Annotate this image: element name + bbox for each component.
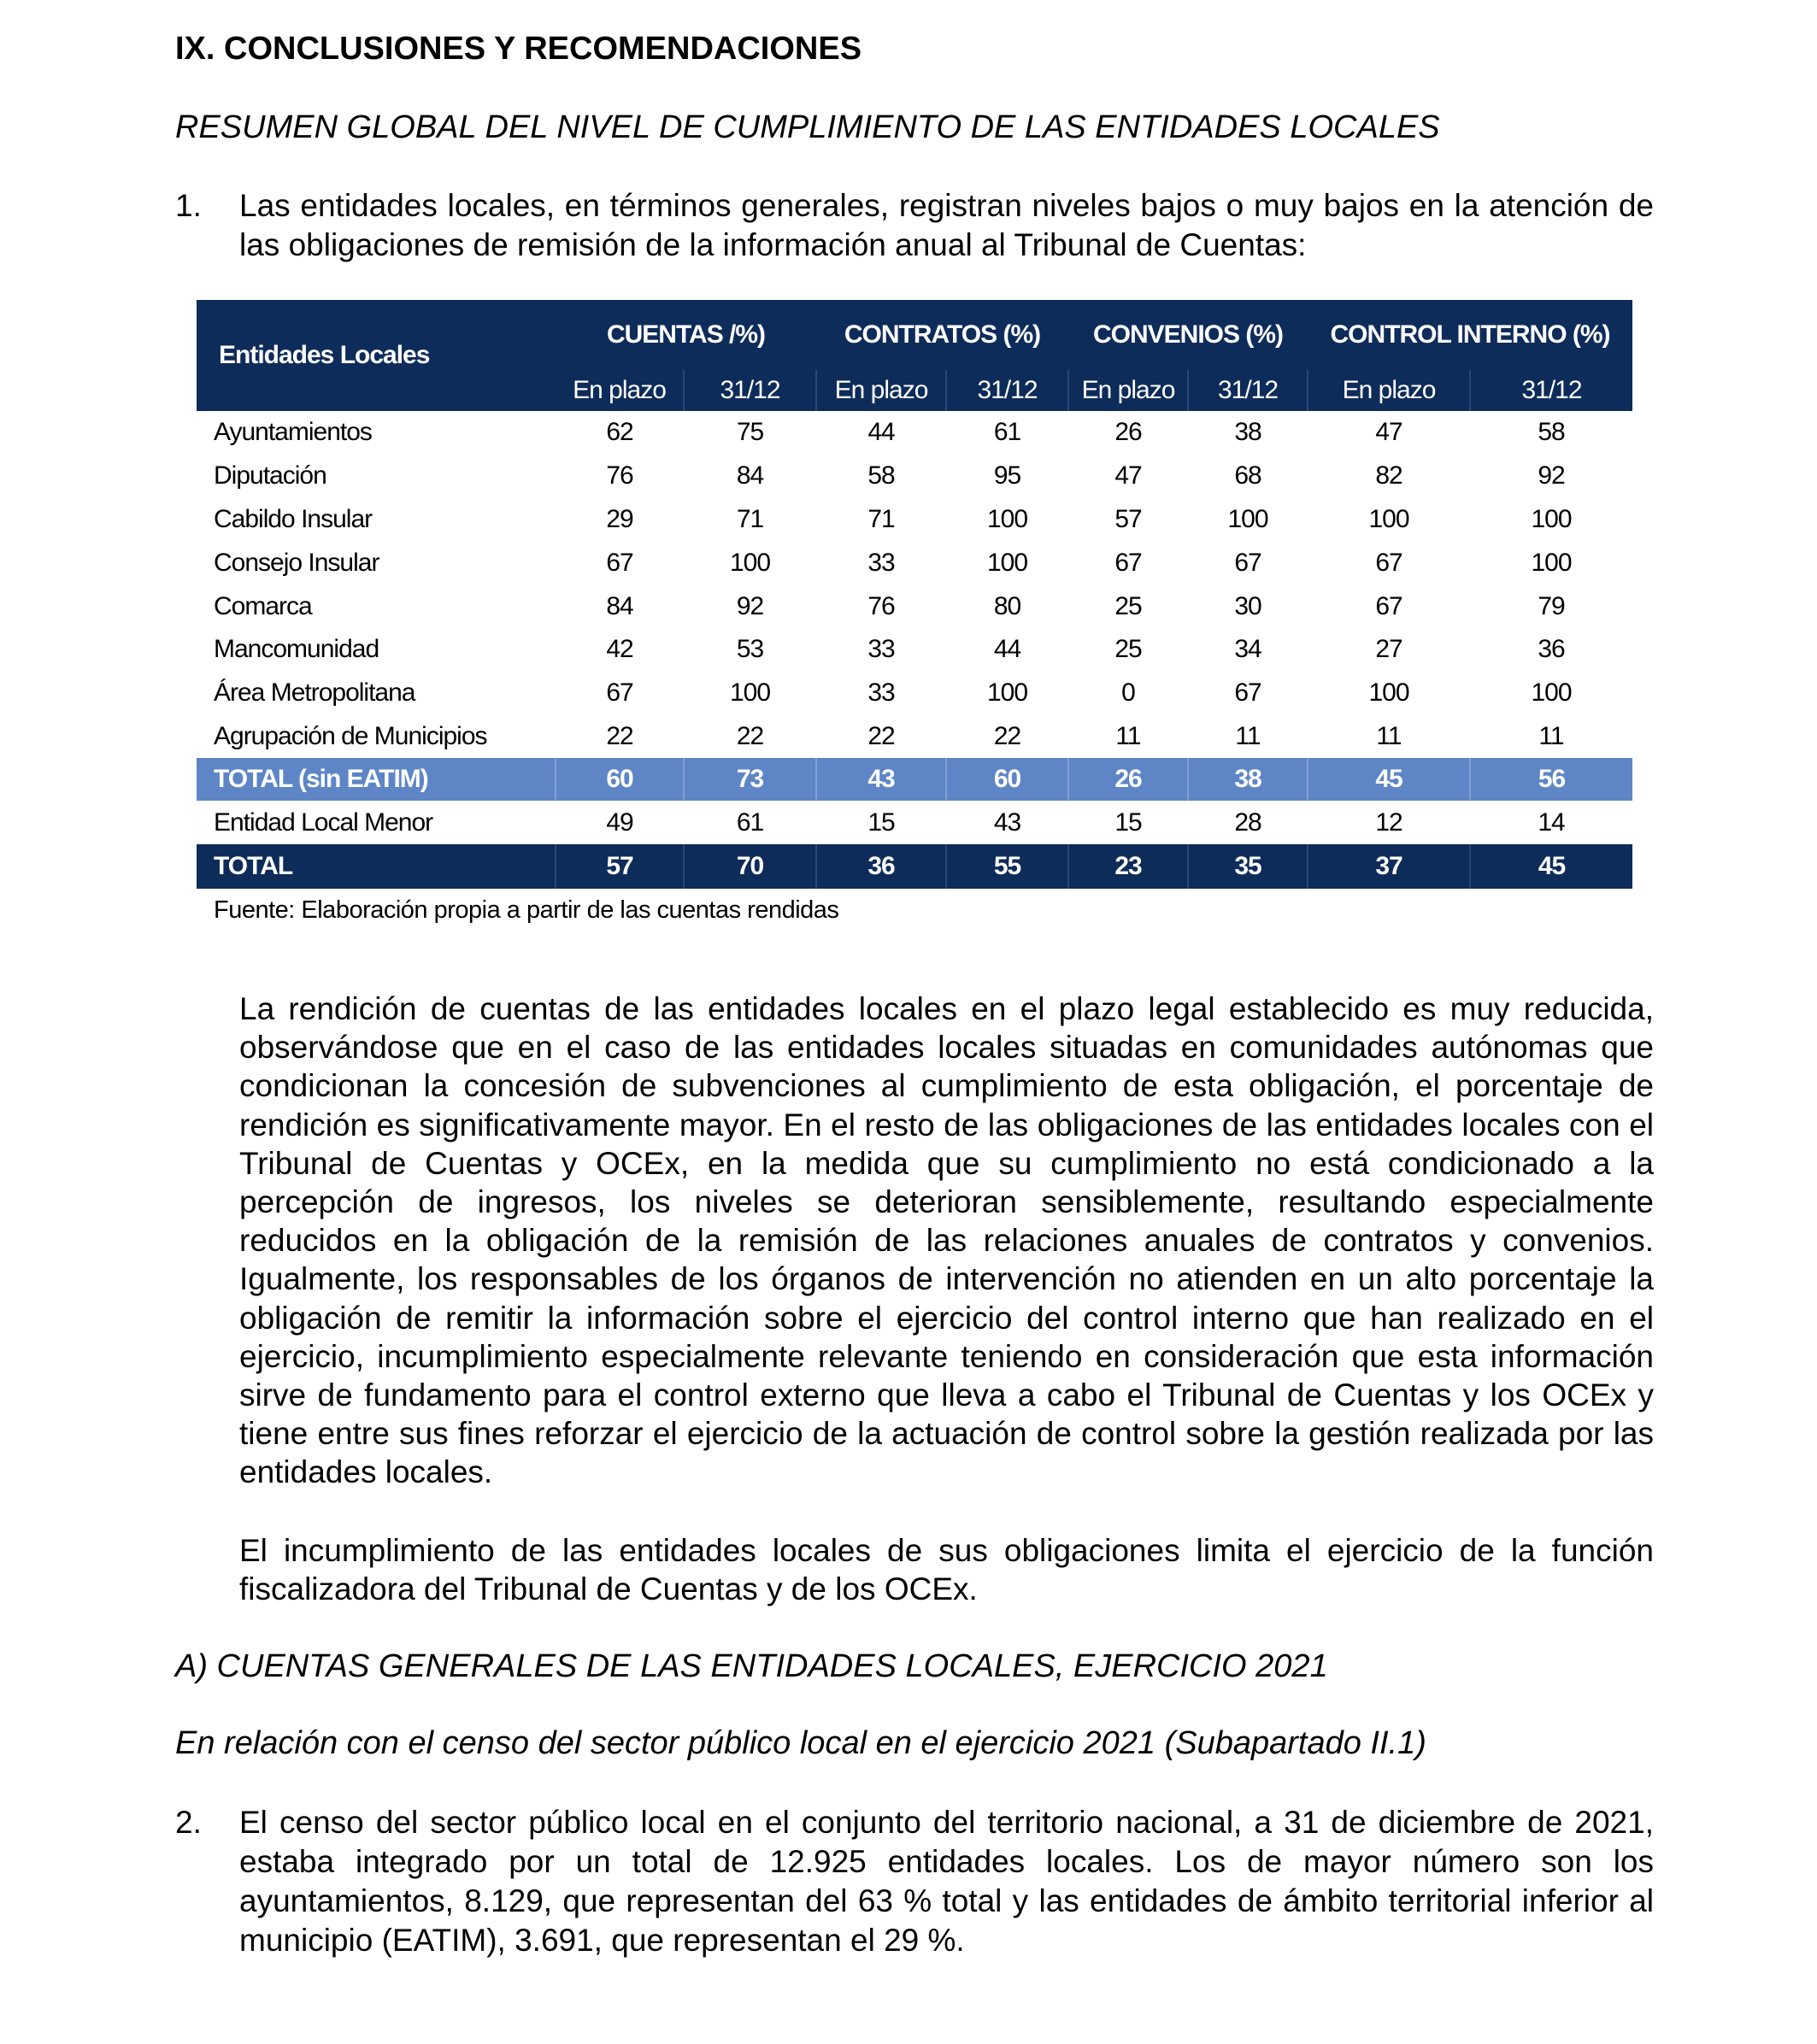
- cell-value: 53: [736, 635, 764, 664]
- cell-value: 67: [606, 548, 633, 577]
- row-label: Agrupación de Municipios: [214, 721, 487, 750]
- table-row: [197, 541, 1632, 584]
- paragraph-rendicion: La rendición de cuentas de las entidades locales en el plazo legal establecido es muy reducida, observándose que en el caso de las entidades locales situadas en comunidades autónomas que condicionan la concesión de subvenciones al cumplimiento de esta obligación, el porcentaje de rendición es significativamente mayor. En el resto de las obligaciones de las entidades locales con el Tribunal de Cuentas y OCEx, en la medida que su cumplimiento no está condicionado a la percepción de ingresos, los niveles se deterioran sensiblemente, resultando especialmente reducidos en la obligación de la remisión de las relaciones anuales de contratos y convenios. Igualmente, los responsables de los órganos de intervención no atienden en un alto porcentaje la obligación de remitir la información sobre el ejercicio del control interno que han realizado en el ejercicio, incumplimiento especialmente relevante teniendo en consideración que esta información sirve de fundamento para el control externo que lleva a cabo el Tribunal de Cuentas y los OCEx y tiene entre sus fines reforzar el ejercicio de la actuación de control sobre la gestión realizada por las entidades locales.: [239, 991, 1654, 1490]
- section-heading: IX. CONCLUSIONES Y RECOMENDACIONES: [175, 31, 862, 67]
- cell-value: 76: [606, 461, 633, 490]
- cell-value: 22: [736, 721, 764, 750]
- cell-value: 11: [1235, 721, 1261, 750]
- cell-value: 60: [946, 758, 1068, 801]
- subheading-cuentas-generales: A) CUENTAS GENERALES DE LAS ENTIDADES LOCALES, EJERCICIO 2021: [175, 1648, 1328, 1684]
- cell-value: 49: [606, 808, 633, 837]
- cell-value: 100: [1531, 678, 1572, 708]
- cell-value: 71: [736, 504, 764, 533]
- cell-value: 43: [993, 808, 1021, 837]
- cell-value: 58: [1538, 418, 1565, 447]
- item-text: Las entidades locales, en términos generales, registran niveles bajos o muy bajos en la atención de las obligaciones de remisión de la información anual al Tribunal de Cuentas:: [239, 188, 1654, 262]
- cell-value: 70: [684, 844, 816, 889]
- cell-value: 61: [993, 418, 1021, 447]
- header-entities: Entidades Locales: [197, 300, 556, 411]
- cell-value: 76: [867, 591, 895, 620]
- cell-value: 38: [1234, 418, 1261, 447]
- compliance-table: [197, 300, 1632, 889]
- header-contratos: CONTRATOS (%): [816, 300, 1068, 370]
- cell-value: 57: [556, 844, 684, 889]
- cell-value: 43: [816, 758, 946, 801]
- subheader-col-5: 31/12: [1188, 370, 1308, 411]
- cell-value: 100: [1227, 504, 1268, 533]
- subheader-col-2: En plazo: [816, 370, 946, 411]
- cell-value: 67: [606, 678, 633, 708]
- table-row: [197, 455, 1632, 498]
- cell-value: 35: [1188, 844, 1308, 889]
- item-number: 1.: [175, 188, 202, 223]
- cell-value: 100: [1368, 678, 1409, 708]
- cell-value: 27: [1375, 635, 1402, 664]
- table-row: [197, 801, 1632, 844]
- cell-value: 84: [606, 591, 633, 620]
- table-row: [197, 672, 1632, 715]
- cell-value: 26: [1114, 418, 1142, 447]
- cell-value: 75: [736, 418, 764, 447]
- cell-value: 95: [993, 461, 1021, 490]
- subheader-col-3: 31/12: [946, 370, 1068, 411]
- row-label: Área Metropolitana: [214, 678, 415, 708]
- cell-value: 47: [1375, 418, 1402, 447]
- subheader-col-6: En plazo: [1308, 370, 1470, 411]
- table-source: Fuente: Elaboración propia a partir de las cuentas rendidas: [214, 896, 839, 924]
- cell-value: 61: [736, 808, 764, 837]
- cell-value: 15: [1114, 808, 1142, 837]
- cell-value: 12: [1375, 808, 1402, 837]
- row-label: TOTAL: [197, 844, 556, 889]
- header-control-interno: CONTROL INTERNO (%): [1308, 300, 1632, 370]
- cell-value: 29: [606, 504, 633, 533]
- cell-value: 34: [1234, 635, 1261, 664]
- cell-value: 28: [1234, 808, 1261, 837]
- cell-value: 30: [1234, 591, 1261, 620]
- paragraph-incumplimiento: El incumplimiento de las entidades locales de sus obligaciones limita el ejercicio de la función fiscalizadora del Tribunal de Cuentas y de los OCEx.: [239, 1533, 1654, 1607]
- row-label: Diputación: [214, 461, 326, 490]
- cell-value: 37: [1308, 844, 1470, 889]
- cell-value: 67: [1375, 591, 1402, 620]
- cell-value: 56: [1470, 758, 1632, 801]
- row-label: Mancomunidad: [214, 635, 379, 664]
- subheader-col-1: 31/12: [684, 370, 816, 411]
- cell-value: 42: [606, 635, 633, 664]
- cell-value: 11: [1376, 721, 1402, 750]
- table-row: [197, 715, 1632, 759]
- cell-value: 44: [867, 418, 895, 447]
- cell-value: 92: [1538, 461, 1565, 490]
- cell-value: 36: [1538, 635, 1565, 664]
- cell-value: 100: [986, 678, 1028, 708]
- cell-value: 22: [606, 721, 633, 750]
- cell-value: 79: [1538, 591, 1565, 620]
- cell-value: 100: [986, 504, 1028, 533]
- cell-value: 15: [867, 808, 895, 837]
- cell-value: 60: [556, 758, 684, 801]
- cell-value: 38: [1188, 758, 1308, 801]
- subheading-censo: En relación con el censo del sector público local en el ejercicio 2021 (Subapartado II.1): [175, 1725, 1426, 1761]
- cell-value: 44: [993, 635, 1021, 664]
- numbered-item-1: [175, 186, 1654, 265]
- cell-value: 67: [1375, 548, 1402, 577]
- cell-value: 100: [1368, 504, 1409, 533]
- row-label: TOTAL (sin EATIM): [197, 758, 556, 801]
- cell-value: 45: [1470, 844, 1632, 889]
- item-text: El censo del sector público local en el conjunto del territorio nacional, a 31 de diciembre de 2021, estaba integrado por un total de 12.925 entidades locales. Los de mayor número son los ayuntamientos, 8.129, que representan del 63 % total y las entidades de ámbito territorial inferior al municipio (EATIM), 3.691, que representan el 29 %.: [239, 1805, 1654, 1958]
- cell-value: 47: [1114, 461, 1142, 490]
- cell-value: 25: [1114, 635, 1142, 664]
- cell-value: 84: [736, 461, 764, 490]
- cell-value: 25: [1114, 591, 1142, 620]
- cell-value: 73: [684, 758, 816, 801]
- cell-value: 33: [867, 548, 895, 577]
- item-number: 2.: [175, 1805, 202, 1840]
- cell-value: 71: [867, 504, 895, 533]
- table-row: [197, 411, 1632, 455]
- cell-value: 68: [1234, 461, 1261, 490]
- row-label: Cabildo Insular: [214, 504, 373, 533]
- row-label: Consejo Insular: [214, 548, 379, 577]
- header-convenios: CONVENIOS (%): [1068, 300, 1308, 370]
- subheading-summary: RESUMEN GLOBAL DEL NIVEL DE CUMPLIMIENTO DE LAS ENTIDADES LOCALES: [175, 109, 1440, 145]
- cell-value: 36: [816, 844, 946, 889]
- table-row-subtotal: [197, 758, 1632, 801]
- cell-value: 62: [606, 418, 633, 447]
- numbered-item-2: [175, 1803, 1654, 1960]
- cell-value: 100: [729, 548, 771, 577]
- cell-value: 22: [867, 721, 895, 750]
- cell-value: 67: [1114, 548, 1142, 577]
- cell-value: 0: [1121, 678, 1135, 708]
- cell-value: 55: [946, 844, 1068, 889]
- cell-value: 100: [729, 678, 771, 708]
- subheader-col-7: 31/12: [1470, 370, 1632, 411]
- cell-value: 11: [1115, 721, 1141, 750]
- cell-value: 22: [993, 721, 1021, 750]
- cell-value: 82: [1375, 461, 1402, 490]
- header-cuentas: CUENTAS /%): [556, 300, 816, 370]
- cell-value: 45: [1308, 758, 1470, 801]
- subheader-col-4: En plazo: [1068, 370, 1188, 411]
- cell-value: 92: [736, 591, 764, 620]
- row-label: Comarca: [214, 591, 312, 620]
- cell-value: 100: [1531, 504, 1572, 533]
- cell-value: 14: [1538, 808, 1565, 837]
- cell-value: 33: [867, 678, 895, 708]
- cell-value: 23: [1068, 844, 1188, 889]
- cell-value: 80: [993, 591, 1021, 620]
- cell-value: 26: [1068, 758, 1188, 801]
- table-row: [197, 584, 1632, 628]
- row-label: Entidad Local Menor: [214, 808, 433, 837]
- cell-value: 58: [867, 461, 895, 490]
- cell-value: 33: [867, 635, 895, 664]
- cell-value: 57: [1114, 504, 1142, 533]
- cell-value: 67: [1234, 678, 1261, 708]
- table-row: [197, 498, 1632, 542]
- cell-value: 100: [1531, 548, 1572, 577]
- cell-value: 100: [986, 548, 1028, 577]
- subheader-col-0: En plazo: [556, 370, 684, 411]
- table-row: [197, 628, 1632, 672]
- table-row-total: [197, 844, 1632, 889]
- row-label: Ayuntamientos: [214, 418, 372, 447]
- cell-value: 67: [1234, 548, 1261, 577]
- cell-value: 11: [1538, 721, 1564, 750]
